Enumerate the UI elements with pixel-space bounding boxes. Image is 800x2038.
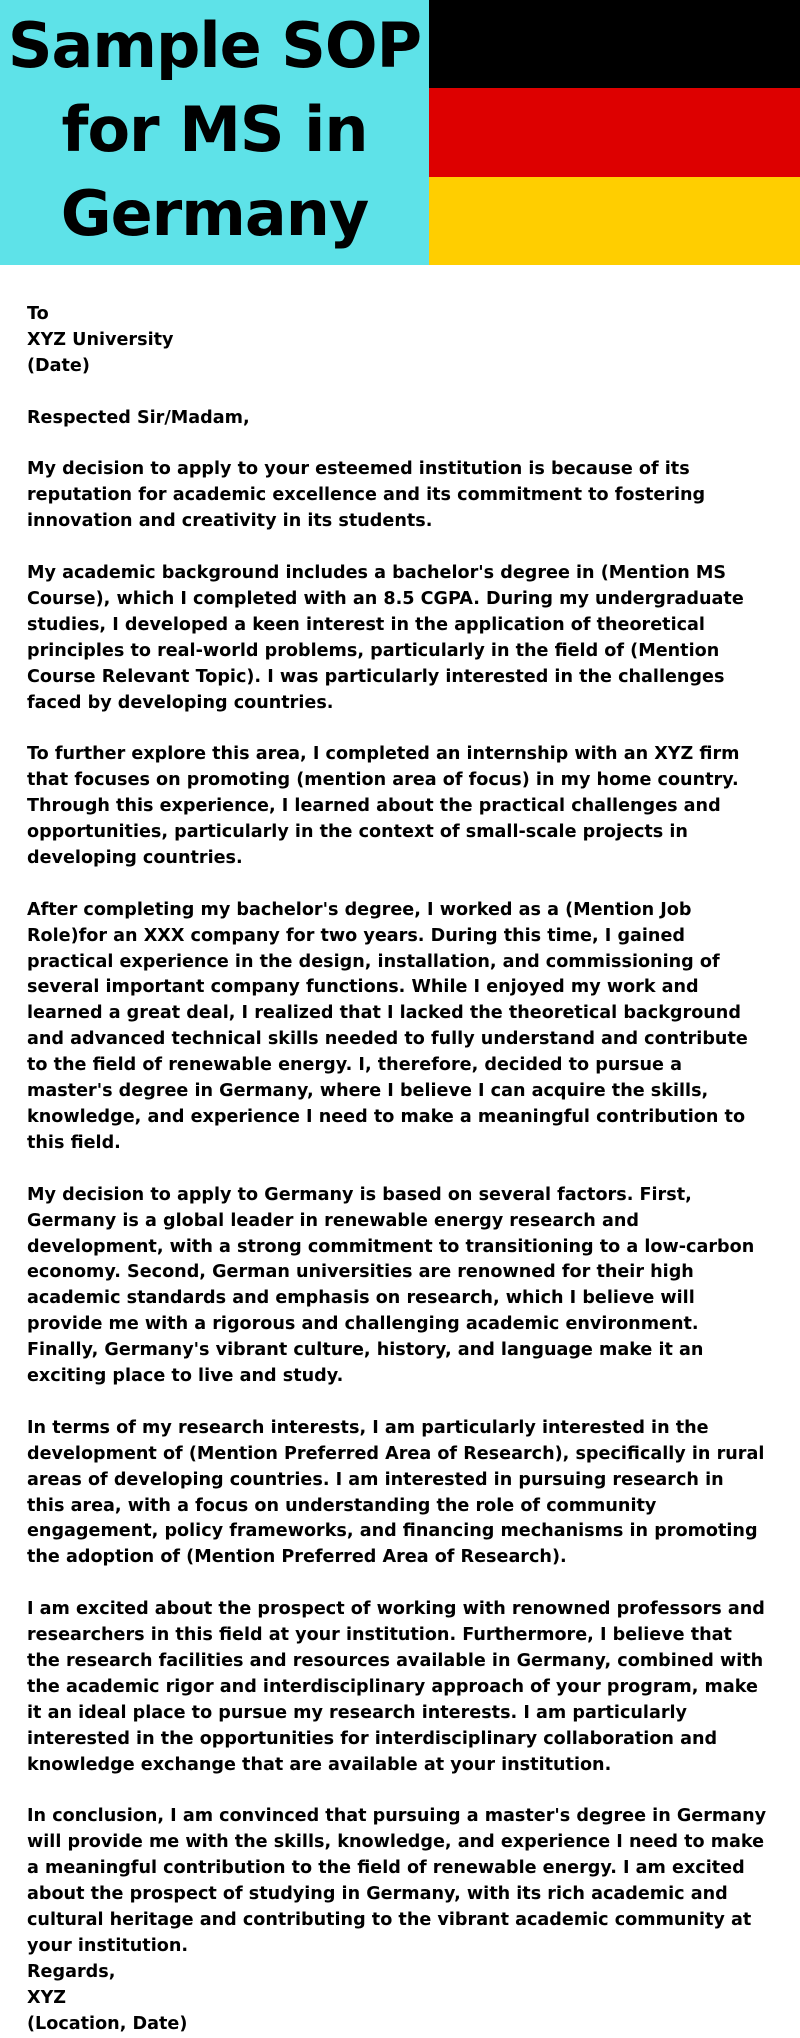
germany-flag-icon [429, 0, 800, 265]
paragraph-3 [27, 742, 767, 872]
closing-line: XYZ [27, 1987, 67, 2008]
page-title-line-3: Germany [60, 176, 369, 250]
paragraph-8 [27, 1804, 767, 1959]
header-banner [0, 0, 800, 265]
closing-signature [27, 1960, 767, 2038]
closing-line: Regards, [27, 1961, 116, 1982]
page-title-line-2: for MS in [61, 92, 368, 166]
paragraph-6 [27, 1416, 767, 1571]
page-title-line-1: Sample SOP [7, 8, 422, 82]
address-line: (Date) [27, 355, 90, 376]
salutation [27, 406, 767, 432]
title-panel [0, 0, 429, 265]
letter-body [27, 302, 767, 2038]
paragraph-5 [27, 1183, 767, 1390]
paragraph-4 [27, 898, 767, 1157]
salutation-text: Respected Sir/Madam, [27, 407, 250, 428]
paragraph-text: To further explore this area, I completed an internship with an XYZ firm that focuses on promoting (mention area of focus) in my home country. Through this experience, I learned about the practical challenges and opportunities, particularly in the context of small-scale projects in developing countries. [27, 744, 740, 868]
paragraph-7 [27, 1597, 767, 1778]
recipient-address [27, 302, 767, 380]
paragraph-text: My decision to apply to your esteemed institution is because of its reputation for academic excellence and its commitment to fostering innovation and creativity in its students. [27, 459, 706, 532]
paragraph-text: After completing my bachelor's degree, I worked as a (Mention Job Role)for an XXX company for two years. During this time, I gained practical experience in the design, installation, and commissioning of several important company functions. While I enjoyed my work and learned a great deal, I realized that I lacked the theoretical background and advanced technical skills needed to fully understand and contribute to the field of renewable energy. I, therefore, decided to pursue a master's degree in Germany, where I believe I can acquire the skills, knowledge, and experience I need to make a meaningful contribution to this field. [27, 899, 748, 1153]
address-line: XYZ University [27, 329, 174, 350]
address-line: To [27, 304, 49, 324]
paragraph-2 [27, 561, 767, 716]
closing-line: (Location, Date) [27, 2013, 188, 2034]
flag-stripe-red [429, 88, 800, 176]
paragraph-text: In conclusion, I am convinced that pursuing a master's degree in Germany will provide me with the skills, knowledge, and experience I need to make a meaningful contribution to the field of renewable energy. I am excited about the prospect of studying in Germany, with its rich academic and cultural heritage and contributing to the vibrant academic community at your institution. [27, 1806, 767, 1956]
flag-stripe-gold [429, 177, 800, 265]
paragraph-1 [27, 457, 767, 535]
paragraph-text: In terms of my research interests, I am particularly interested in the development of (Mention Preferred Area of Research), specifically in rural areas of developing countries. I am interested in pursuing research in this area, with a focus on understanding the role of community engagement, policy frameworks, and financing mechanisms in promoting the adoption of (Mention Preferred Area of Research). [27, 1417, 765, 1568]
paragraph-text: My decision to apply to Germany is based on several factors. First, Germany is a global leader in renewable energy research and development, with a strong commitment to transitioning to a low-carbon economy. Second, German universities are renowned for their high academic standards and emphasis on research, which I believe will provide me with a rigorous and challenging academic environment. Finally, Germany's vibrant culture, history, and language make it an exciting place to live and study. [27, 1184, 755, 1387]
paragraph-text: My academic background includes a bachelor's degree in (Mention MS Course), which I completed with an 8.5 CGPA. During my undergraduate studies, I developed a keen interest in the application of theoretical principles to real-world problems, particularly in the field of (Mention Course Relevant Topic). I was particularly interested in the challenges faced by developing countries. [27, 563, 744, 713]
paragraph-text: I am excited about the prospect of working with renowned professors and researchers in this field at your institution. Furthermore, I believe that the research facilities and resources available in Germany, combined with the academic rigor and interdisciplinary approach of your program, make it an ideal place to pursue my research interests. I am particularly interested in the opportunities for interdisciplinary collaboration and knowledge exchange that are available at your institution. [27, 1599, 765, 1775]
flag-stripe-black [429, 0, 800, 88]
